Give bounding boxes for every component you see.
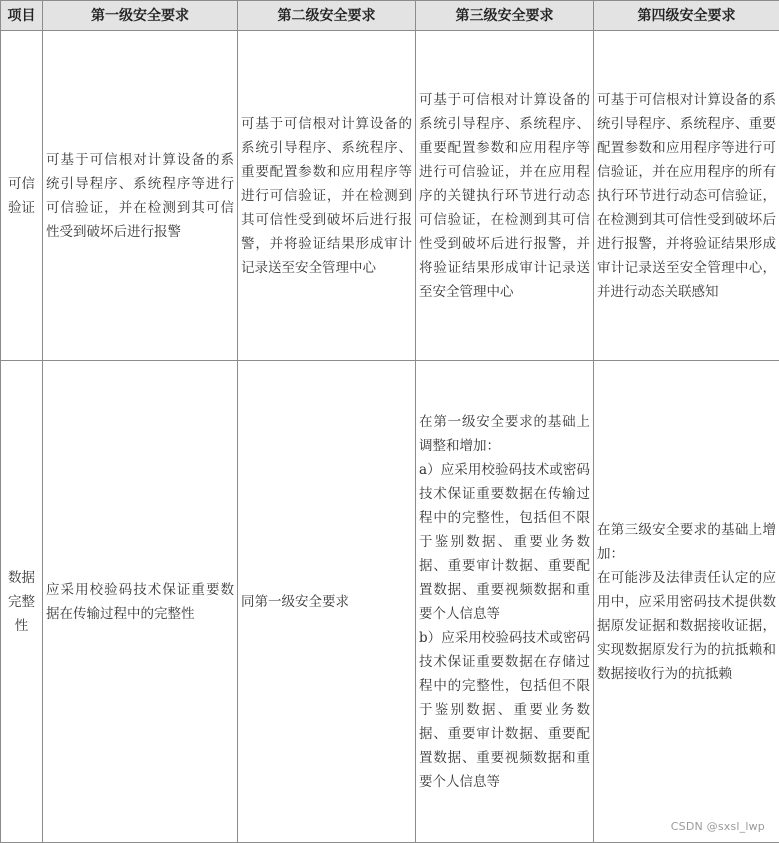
level-1-cell: 应采用校验码技术保证重要数据在传输过程中的完整性: [43, 361, 238, 843]
table-row-trusted-verification: [1, 31, 779, 361]
level-3-cell: 可基于可信根对计算设备的系统引导程序、系统程序、重要配置参数和应用程序等进行可信验证，并在应用程序的关键执行环节进行动态可信验证，在检测到其可信性受到破坏后进行报警，并将验证结果形成审计记录送至安全管理中心: [416, 31, 594, 361]
table-row-data-integrity: [1, 361, 779, 843]
level-1-cell: 可基于可信根对计算设备的系统引导程序、系统程序等进行可信验证，并在检测到其可信性受到破坏后进行报警: [43, 31, 238, 361]
item-cell: 数据完整性: [1, 361, 43, 843]
level-4-requirement: 在可能涉及法律责任认定的应用中，应采用密码技术提供数据原发证据和数据接收证据，实现数据原发行为的抗抵赖和数据接收行为的抗抵赖: [597, 566, 776, 686]
level-4-intro: 在第三级安全要求的基础上增加：: [597, 518, 776, 566]
header-level-1: 第一级安全要求: [43, 1, 238, 31]
level-4-cell: 可基于可信根对计算设备的系统引导程序、系统程序、重要配置参数和应用程序等进行可信验证，并在应用程序的所有执行环节进行动态可信验证，在检测到其可信性受到破坏后进行报警，并将验证结果形成审计记录送至安全管理中心，并进行动态关联感知: [594, 31, 779, 361]
level-2-cell: 可基于可信根对计算设备的系统引导程序、系统程序、重要配置参数和应用程序等进行可信验证，并在检测到其可信性受到破坏后进行报警，并将验证结果形成审计记录送至安全管理中心: [238, 31, 416, 361]
header-level-3: 第三级安全要求: [416, 1, 594, 31]
header-level-2: 第二级安全要求: [238, 1, 416, 31]
level-3-item-b: b）应采用校验码技术或密码技术保证重要数据在存储过程中的完整性，包括但不限于鉴别数据、重要业务数据、重要审计数据、重要配置数据、重要视频数据和重要个人信息等: [419, 626, 590, 794]
header-level-4: 第四级安全要求: [594, 1, 779, 31]
level-3-item-a: a）应采用校验码技术或密码技术保证重要数据在传输过程中的完整性，包括但不限于鉴别数据、重要业务数据、重要审计数据、重要配置数据、重要视频数据和重要个人信息等: [419, 458, 590, 626]
level-3-intro: 在第一级安全要求的基础上调整和增加：: [419, 410, 590, 458]
level-3-cell: [416, 361, 594, 843]
level-4-cell: [594, 361, 779, 843]
watermark: CSDN @sxsl_lwp: [671, 820, 765, 833]
header-item: 项目: [1, 1, 43, 31]
item-cell: 可信验证: [1, 31, 43, 361]
table-header-row: [1, 1, 779, 31]
level-2-cell: 同第一级安全要求: [238, 361, 416, 843]
